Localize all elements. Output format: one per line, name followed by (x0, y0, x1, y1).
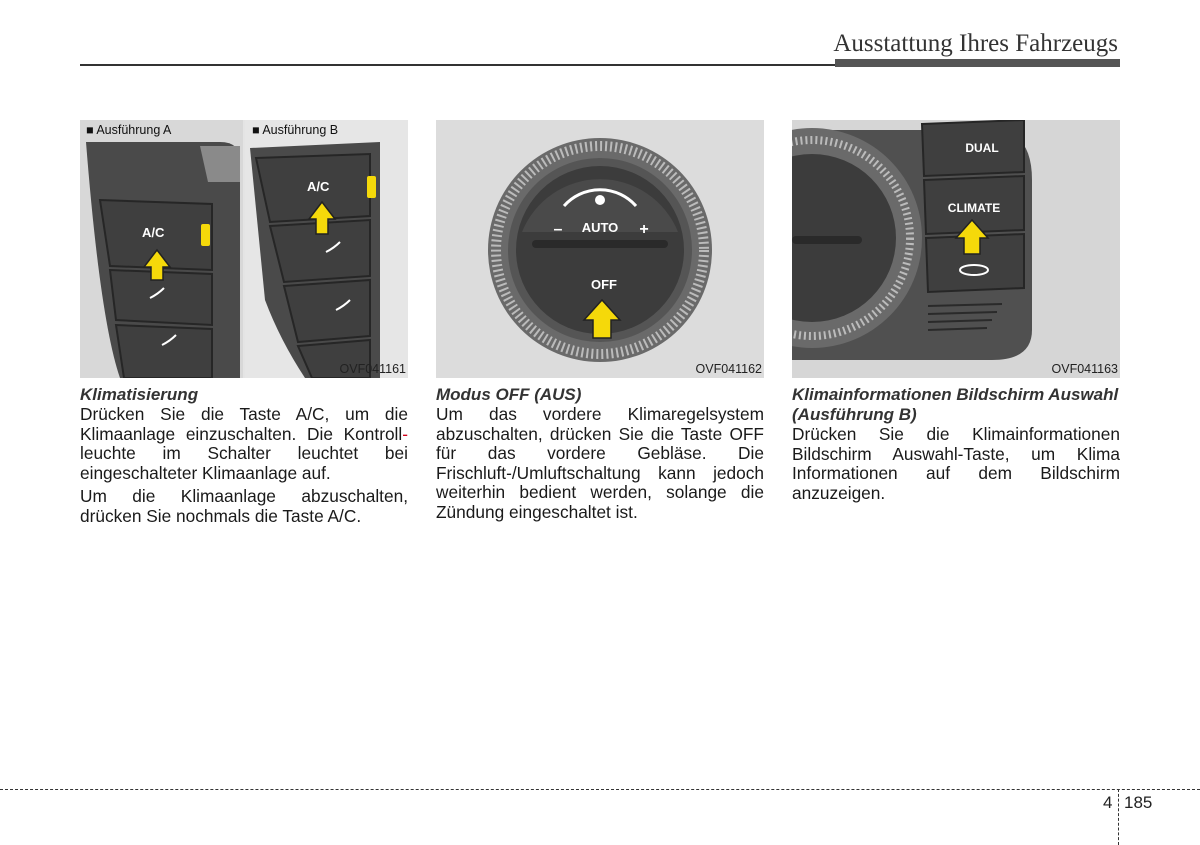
page-header-title: Ausstattung Ihres Fahrzeugs (833, 30, 1118, 57)
paragraph: Drücken Sie die Klimainformationen Bildschirm Auswahl-Taste, um Klima Informationen auf dem Bildschirm anzuzeigen. (792, 424, 1120, 503)
ac-label-a: A/C (142, 225, 165, 240)
ac-button-illustration (80, 120, 408, 378)
paragraph-text: Drücken Sie die Taste A/C, um die Klimaanlage einzuschalten. Die Kontroll (80, 404, 408, 444)
figure-code: OVF041163 (1051, 362, 1118, 376)
header-rule-accent (835, 59, 1120, 67)
figure-code: OVF041161 (339, 362, 406, 376)
chapter-number: 4 (1103, 793, 1113, 812)
ac-label-b: A/C (307, 179, 330, 194)
minus-label: – (553, 221, 563, 238)
variant-b-label: ■ Ausführung B (252, 123, 339, 137)
climate-label: CLIMATE (947, 201, 1001, 215)
paragraph-text: leuchte im Schalter leuchtet bei eingeschalteter Klimaanlage auf. (80, 443, 408, 483)
section-title: Klimatisierung (80, 385, 199, 404)
dual-label: DUAL (965, 141, 999, 155)
page-number: 185 (1124, 793, 1153, 812)
section-title: Modus OFF (AUS) (436, 385, 582, 404)
paragraph: Um die Klimaanlage abzuschalten, drücken Sie nochmals die Taste A/C. (80, 486, 408, 526)
section-title: Klimainformationen Bildschirm Auswahl (Ausführung B) (792, 385, 1119, 424)
section-klimainformationen (792, 120, 1120, 503)
footer-vertical-dashed-rule (1118, 789, 1119, 845)
section-modus-off (436, 120, 764, 523)
footer-dashed-rule (0, 789, 1200, 790)
figure-climate-button (792, 120, 1120, 378)
figure-off-knob (436, 120, 764, 378)
plus-label: + (639, 221, 649, 238)
section-klimatisierung (80, 120, 408, 527)
off-knob-illustration (436, 120, 764, 378)
paragraph: Um das vordere Klimaregelsystem abzuschalten, drücken Sie die Taste OFF für das vordere Gebläse. Die Frischluft-/Umluftschaltung kann jedoch weiterhin bedient werden, solange die Zündung eingeschaltet ist. (436, 404, 764, 522)
figure-ac-button (80, 120, 408, 378)
off-label: OFF (591, 277, 617, 292)
climate-button-illustration (792, 120, 1120, 378)
figure-code: OVF041162 (695, 362, 762, 376)
paragraph (80, 405, 408, 483)
auto-label: AUTO (581, 220, 619, 235)
variant-a-label: ■ Ausführung A (86, 123, 172, 137)
hyphen-mark: - (402, 423, 408, 444)
